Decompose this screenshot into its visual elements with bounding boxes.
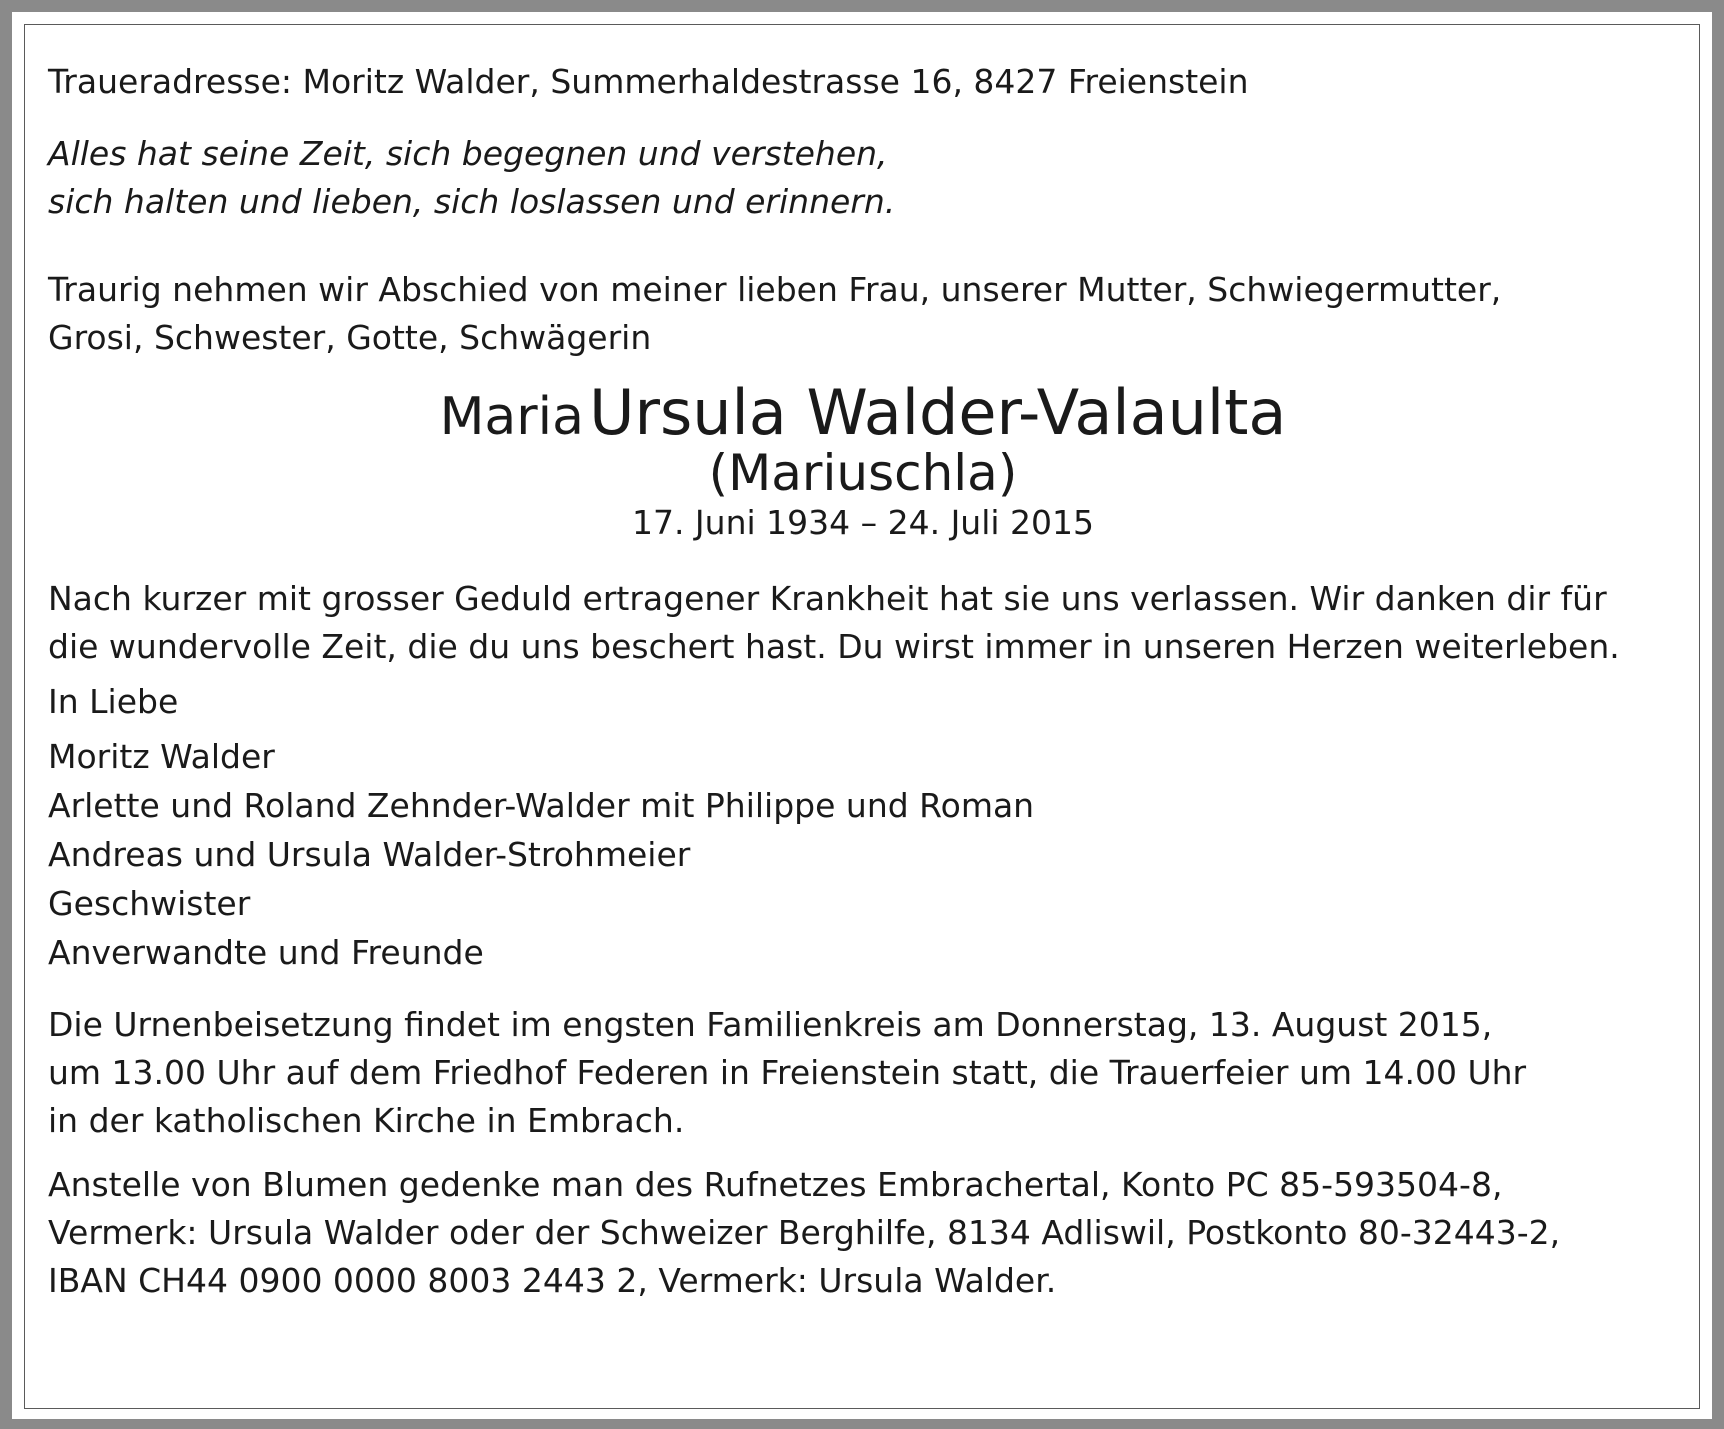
deceased-first-name: Maria	[439, 387, 584, 447]
obituary-notice	[48, 58, 1678, 1305]
poem-line: sich halten und lieben, sich loslassen und erinnern.	[48, 182, 896, 221]
intro-line: Grosi, Schwester, Gotte, Schwägerin	[48, 318, 652, 357]
intro-line: Traurig nehmen wir Abschied von meiner lieben Frau, unserer Mutter, Schwiegermutter,	[48, 270, 1502, 309]
burial-info	[48, 1001, 1678, 1145]
family-member: Arlette und Roland Zehnder-Walder mit Philippe und Roman	[48, 786, 1035, 826]
family-member: Anverwandte und Freunde	[48, 933, 484, 973]
message-line: Nach kurzer mit grosser Geduld ertragener Krankheit hat sie uns verlassen. Wir danken dir für	[48, 579, 1607, 619]
family-member: Moritz Walder	[48, 737, 275, 777]
burial-line: Die Urnenbeisetzung findet im engsten Familienkreis am Donnerstag, 13. August 2015,	[48, 1005, 1493, 1045]
donation-line: Anstelle von Blumen gedenke man des Rufnetzes Embrachertal, Konto PC 85-593504-8,	[48, 1165, 1503, 1205]
deceased-main-name: Ursula Walder-Valaulta	[589, 376, 1287, 449]
family-member: Andreas und Ursula Walder-Strohmeier	[48, 835, 691, 875]
deceased-name	[48, 376, 1678, 449]
family-list	[48, 677, 1678, 977]
life-dates: 17. Juni 1934 – 24. Juli 2015	[631, 503, 1095, 543]
burial-line: um 13.00 Uhr auf dem Friedhof Federen in Freienstein statt, die Trauerfeier um 14.00 Uhr	[48, 1053, 1527, 1093]
closing-phrase: In Liebe	[48, 682, 179, 722]
family-member: Geschwister	[48, 884, 251, 924]
donation-line: IBAN CH44 0900 0000 8003 2443 2, Vermerk: Ursula Walder.	[48, 1261, 1057, 1301]
mourning-address: Traueradresse: Moritz Walder, Summerhaldestrasse 16, 8427 Freienstein	[48, 62, 1249, 101]
deceased-nickname: (Mariuschla)	[708, 444, 1018, 503]
message-line: die wundervolle Zeit, die du uns beschert hast. Du wirst immer in unseren Herzen weiterleben.	[48, 627, 1620, 667]
donation-info	[48, 1161, 1678, 1305]
farewell-message	[48, 575, 1678, 671]
poem-line: Alles hat seine Zeit, sich begegnen und verstehen,	[48, 134, 888, 173]
deceased-name-block	[48, 376, 1678, 545]
burial-line: in der katholischen Kirche in Embrach.	[48, 1101, 685, 1141]
donation-line: Vermerk: Ursula Walder oder der Schweizer Berghilfe, 8134 Adliswil, Postkonto 80-32443-2,	[48, 1213, 1561, 1253]
intro-text	[48, 266, 1678, 362]
poem	[48, 130, 1678, 226]
